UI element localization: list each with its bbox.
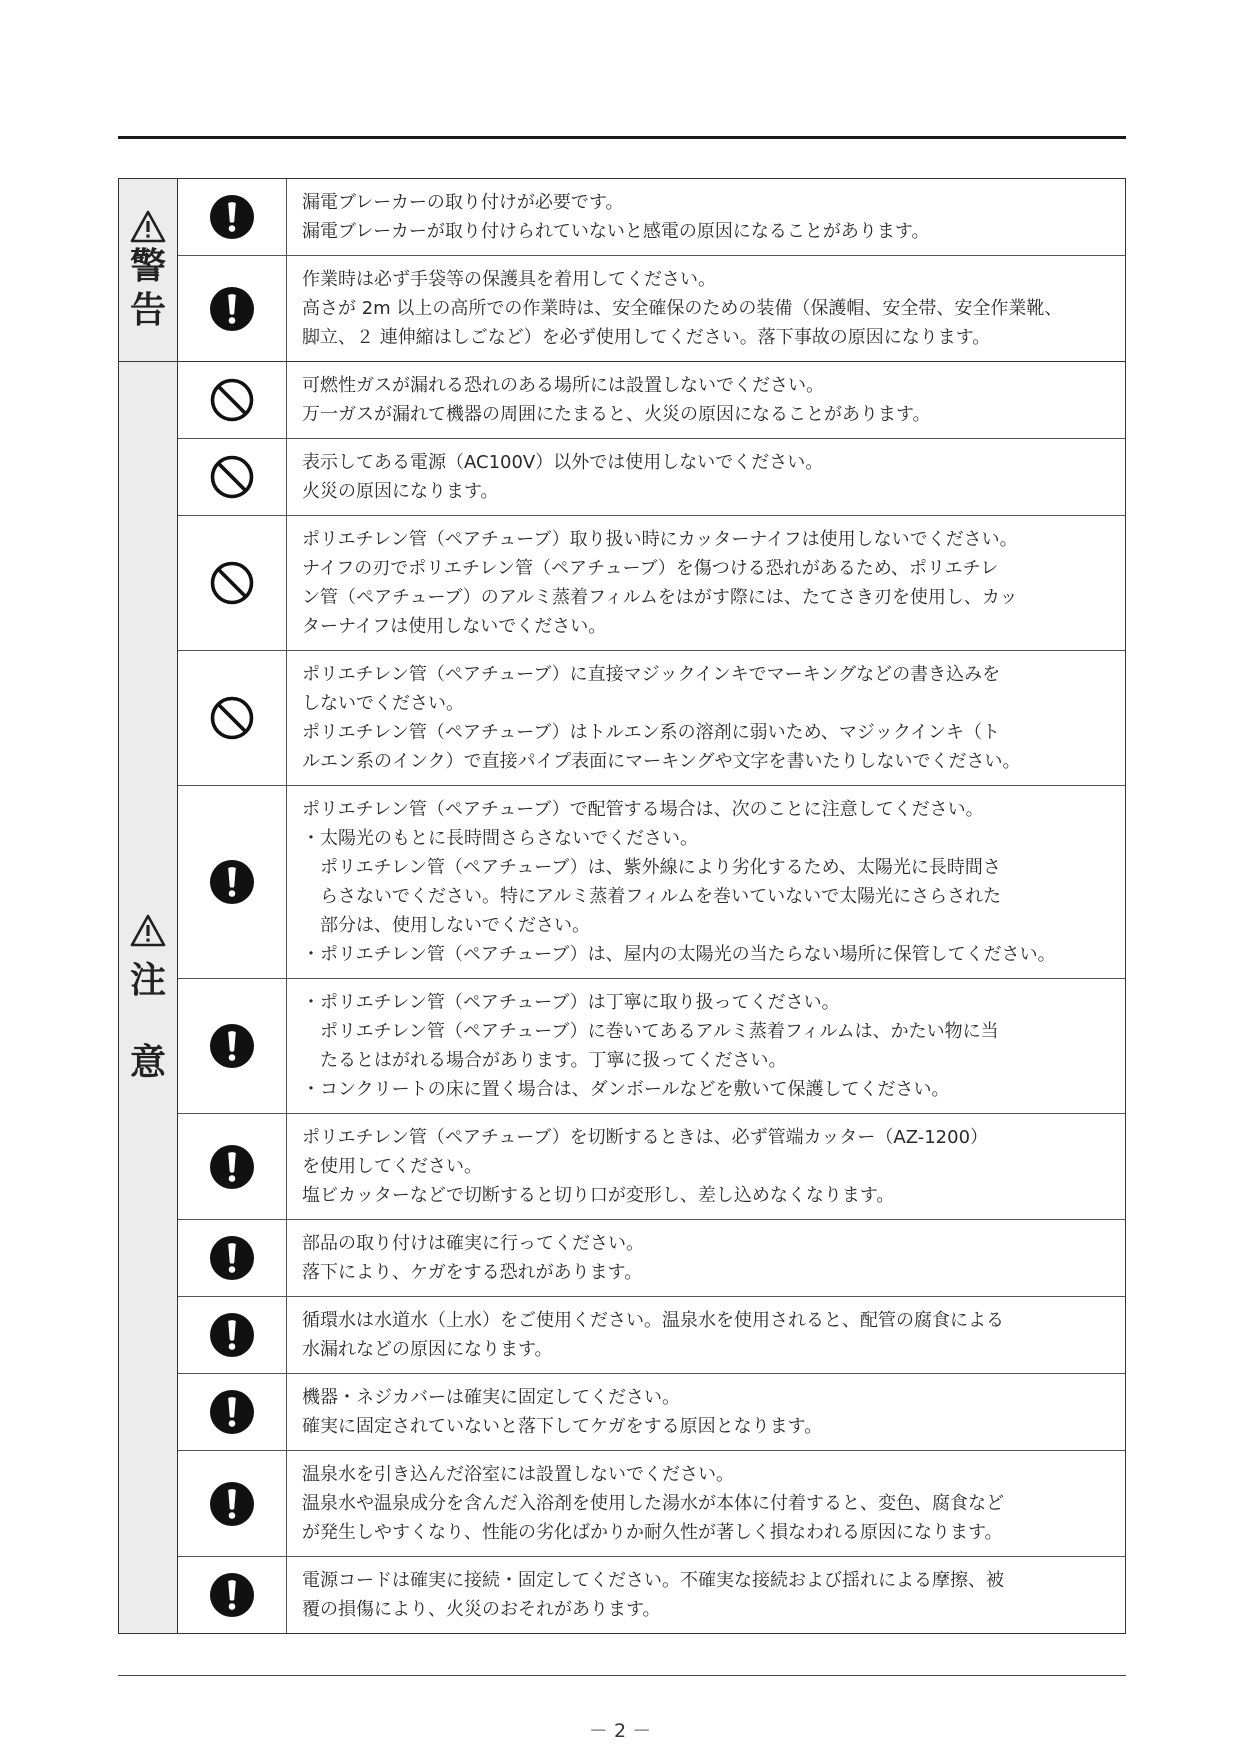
caution-item (178, 438, 1125, 515)
text-line: しないでください。 (302, 693, 464, 714)
prohibition-icon (209, 377, 255, 423)
item-text (287, 1220, 1125, 1296)
item-text (287, 1557, 1125, 1633)
text-line: 漏電ブレーカーの取り付けが必要です。 (302, 192, 624, 213)
text-line: 脚立、２ 連伸縮はしごなど）を必ず使用してください。落下事故の原因になります。 (302, 327, 991, 348)
text-line: ポリエチレン管（ペアチューブ）取り扱い時にカッターナイフは使用しないでください。 (302, 529, 1018, 550)
text-line: 循環水は水道水（上水）をご使用ください。温泉水を使用されると、配管の腐食による (302, 1310, 1004, 1331)
text-line: 作業時は必ず手袋等の保護具を着用してください。 (302, 269, 716, 290)
mandatory-icon (209, 1144, 255, 1190)
text-line: 温泉水を引き込んだ浴室には設置しないでください。 (302, 1464, 734, 1485)
icon-cell (178, 439, 287, 515)
text-line: 落下により、ケガをする恐れがあります。 (302, 1262, 643, 1283)
mandatory-icon (209, 859, 255, 905)
text-line: を使用してください。 (302, 1156, 482, 1177)
text-line: ターナイフは使用しないでください。 (302, 616, 607, 637)
mandatory-icon (209, 1481, 255, 1527)
warning-rows (178, 179, 1125, 361)
caution-label (119, 362, 178, 1633)
text-line: 温泉水や温泉成分を含んだ入浴剤を使用した湯水が本体に付着すると、変色、腐食など (302, 1493, 1004, 1514)
text-line: ポリエチレン管（ペアチューブ）に直接マジックインキでマーキングなどの書き込みを (302, 664, 1001, 685)
caution-item (178, 1373, 1125, 1450)
text-line: 塩ビカッターなどで切断すると切り口が変形し、差し込めなくなります。 (302, 1185, 895, 1206)
mandatory-icon (209, 1023, 255, 1069)
icon-cell (178, 362, 287, 438)
icon-cell (178, 979, 287, 1113)
caution-item (178, 650, 1125, 785)
item-text (287, 256, 1125, 361)
warning-triangle-icon (130, 210, 166, 244)
safety-table (118, 178, 1126, 1634)
caution-rows (178, 362, 1125, 1633)
text-line: ポリエチレン管（ペアチューブ）を切断するときは、必ず管端カッター（AZ-1200） (302, 1127, 989, 1148)
prohibition-icon (209, 560, 255, 606)
item-text (287, 651, 1125, 785)
caution-label-char-1: 注 (129, 959, 166, 1001)
caution-item (178, 785, 1125, 978)
text-line: 表示してある電源（AC100V）以外では使用しないでください。 (302, 452, 824, 473)
text-line: 高さが 2m 以上の高所での作業時は、安全確保のための装備（保護帽、安全帯、安全作業靴、 (302, 298, 1063, 319)
warning-label-char-2: 告 (129, 290, 166, 331)
warning-section (119, 179, 1125, 361)
mandatory-icon (209, 286, 255, 332)
icon-cell (178, 1557, 287, 1633)
icon-cell (178, 516, 287, 650)
item-text (287, 979, 1125, 1113)
text-line: 部品の取り付けは確実に行ってください。 (302, 1233, 644, 1254)
prohibition-icon (209, 454, 255, 500)
caution-label-char-2: 意 (129, 1041, 166, 1083)
text-line: ・コンクリートの床に置く場合は、ダンボールなどを敷いて保護してください。 (302, 1079, 950, 1100)
icon-cell (178, 651, 287, 785)
text-line: 部分は、使用しないでください。 (302, 915, 590, 936)
warning-item (178, 179, 1125, 255)
caution-item (178, 1556, 1125, 1633)
text-line: らさないでください。特にアルミ蒸着フィルムを巻いていないで太陽光にさらされた (302, 886, 1002, 907)
icon-cell (178, 179, 287, 255)
item-text (287, 439, 1125, 515)
warning-label-char-1: 警 (129, 246, 166, 288)
text-line: 漏電ブレーカーが取り付けられていないと感電の原因になることがあります。 (302, 221, 930, 242)
item-text (287, 1374, 1125, 1450)
caution-item (178, 1450, 1125, 1556)
icon-cell (178, 1297, 287, 1373)
caution-item (178, 1296, 1125, 1373)
text-line: 万一ガスが漏れて機器の周囲にたまると、火災の原因になることがあります。 (302, 404, 931, 425)
caution-item (178, 515, 1125, 650)
text-line: ポリエチレン管（ペアチューブ）に巻いてあるアルミ蒸着フィルムは、かたい物に当 (302, 1021, 999, 1042)
text-line: ・太陽光のもとに長時間さらさないでください。 (302, 828, 698, 849)
text-line: ン管（ペアチューブ）のアルミ蒸着フィルムをはがす際には、たてさき刃を使用し、カッ (302, 587, 1018, 608)
text-line: 電源コードは確実に接続・固定してください。不確実な接続および揺れによる摩擦、被 (302, 1570, 1004, 1591)
text-line: ポリエチレン管（ペアチューブ）で配管する場合は、次のことに注意してください。 (302, 799, 984, 820)
caution-item (178, 1219, 1125, 1296)
mandatory-icon (209, 194, 255, 240)
mandatory-icon (209, 1235, 255, 1281)
item-text (287, 786, 1125, 978)
warning-label (119, 179, 178, 361)
page-number: － 2 － (588, 1720, 652, 1742)
item-text (287, 1297, 1125, 1373)
warning-item (178, 255, 1125, 361)
mandatory-icon (209, 1572, 255, 1618)
text-line: ・ポリエチレン管（ペアチューブ）は丁寧に取り扱ってください。 (302, 992, 840, 1013)
text-line: 確実に固定されていないと落下してケガをする原因となります。 (302, 1416, 823, 1437)
caution-triangle-icon (130, 914, 166, 948)
icon-cell (178, 256, 287, 361)
text-line: ルエン系のインク）で直接パイプ表面にマーキングや文字を書いたりしないでください。 (302, 751, 1021, 772)
text-line: ポリエチレン管（ペアチューブ）はトルエン系の溶剤に弱いため、マジックインキ（ト (302, 722, 1000, 743)
caution-item (178, 1113, 1125, 1219)
icon-cell (178, 786, 287, 978)
prohibition-icon (209, 695, 255, 741)
caution-item (178, 362, 1125, 438)
mandatory-icon (209, 1389, 255, 1435)
icon-cell (178, 1451, 287, 1556)
text-line: ・ポリエチレン管（ペアチューブ）は、屋内の太陽光の当たらない場所に保管してください。 (302, 944, 1056, 965)
text-line: 機器・ネジカバーは確実に固定してください。 (302, 1387, 680, 1408)
bottom-rule (118, 1675, 1126, 1676)
text-line: が発生しやすくなり、性能の劣化ばかりか耐久性が著しく損なわれる原因になります。 (302, 1522, 1003, 1543)
icon-cell (178, 1114, 287, 1219)
item-text (287, 516, 1125, 650)
icon-cell (178, 1220, 287, 1296)
icon-cell (178, 1374, 287, 1450)
item-text (287, 1114, 1125, 1219)
caution-section (119, 361, 1125, 1633)
text-line: 火災の原因になります。 (302, 481, 499, 502)
text-line: 覆の損傷により、火災のおそれがあります。 (302, 1599, 661, 1620)
top-rule (118, 136, 1126, 139)
text-line: 水漏れなどの原因になります。 (302, 1339, 553, 1360)
item-text (287, 1451, 1125, 1556)
text-line: 可燃性ガスが漏れる恐れのある場所には設置しないでください。 (302, 375, 824, 396)
item-text (287, 179, 1125, 255)
caution-item (178, 978, 1125, 1113)
text-line: たるとはがれる場合があります。丁寧に扱ってください。 (302, 1050, 787, 1071)
item-text (287, 362, 1125, 438)
mandatory-icon (209, 1312, 255, 1358)
text-line: ナイフの刃でポリエチレン管（ペアチューブ）を傷つける恐れがあるため、ポリエチレ (302, 558, 999, 579)
text-line: ポリエチレン管（ペアチューブ）は、紫外線により劣化するため、太陽光に長時間さ (302, 857, 1001, 878)
